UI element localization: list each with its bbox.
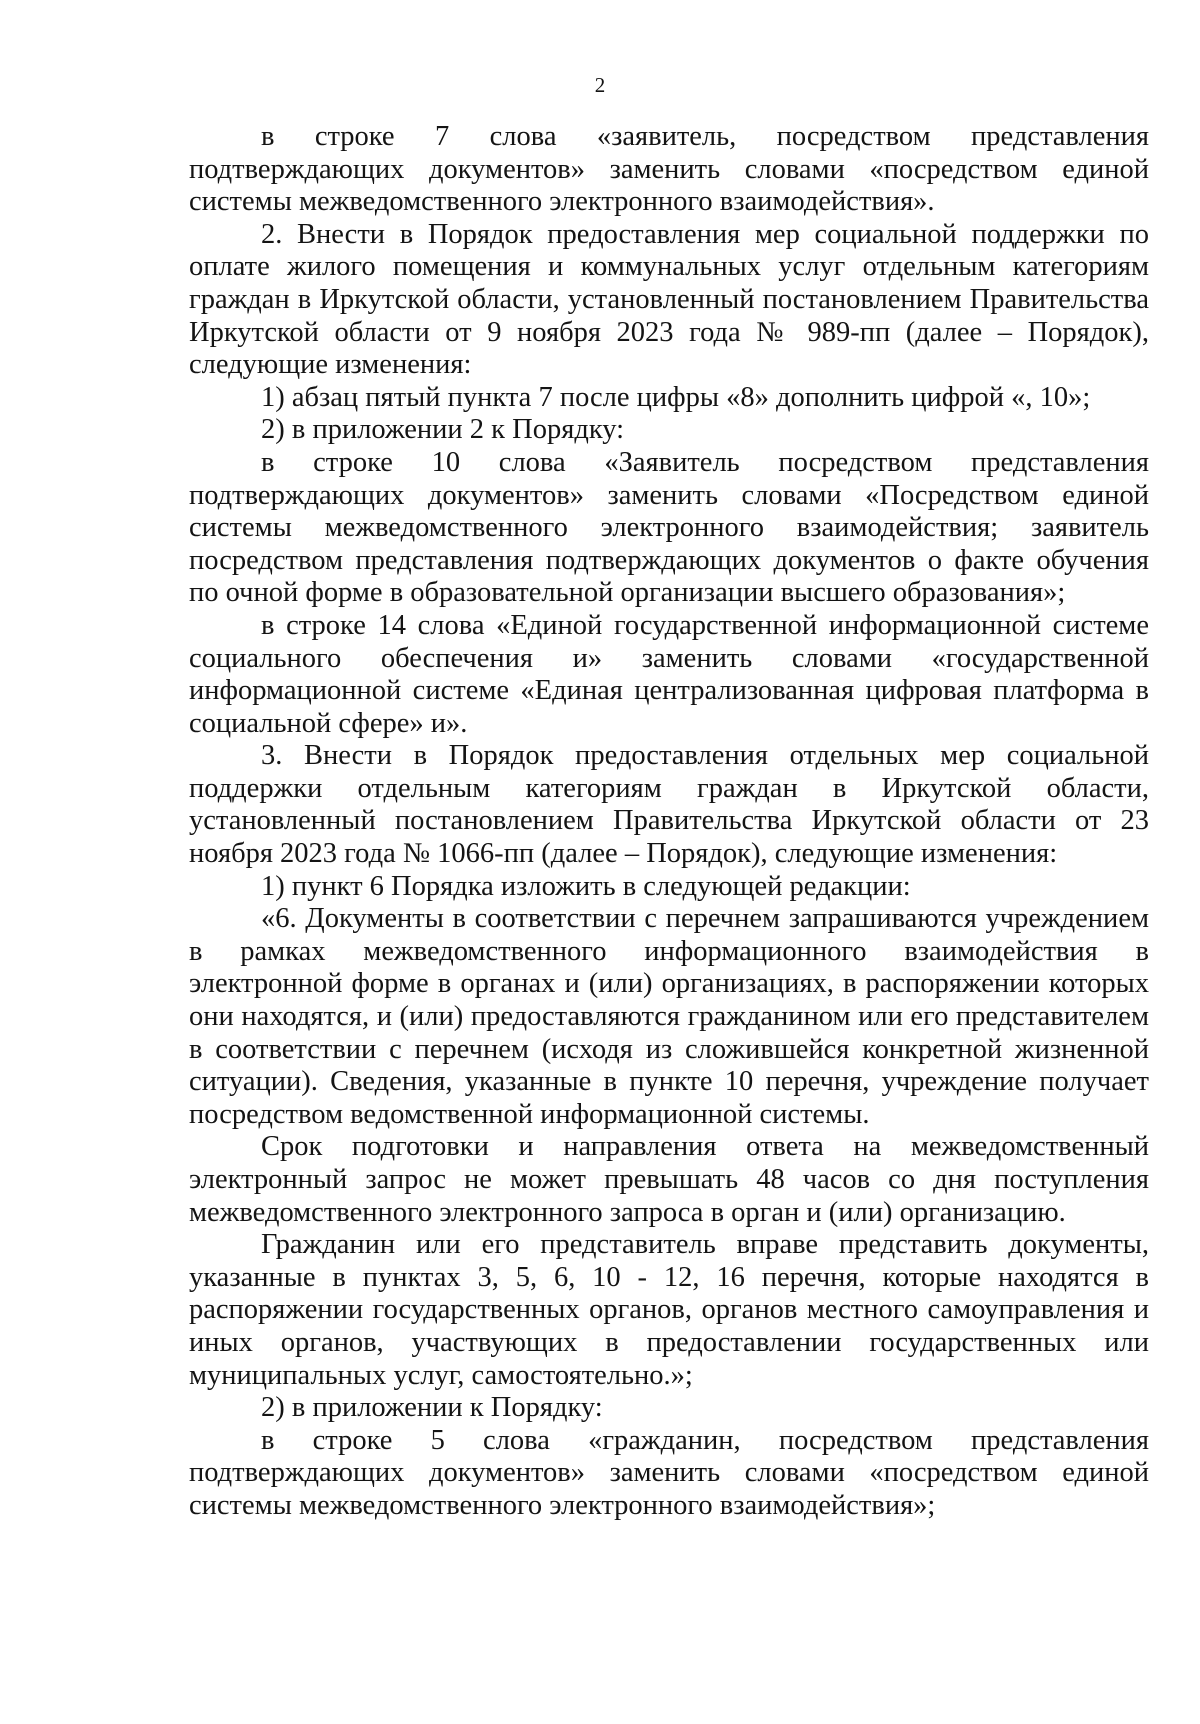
page-number: 2 — [594, 73, 606, 97]
paragraph: Срок подготовки и направления ответа на межведомственный электронный запрос не может превышать 48 часов со дня поступления межведомственного электронного запроса в орган и (или) организацию. — [189, 1131, 1149, 1228]
paragraph: Гражданин или его представитель вправе представить документы, указанные в пунктах 3, 5, 6, 10 - 12, 16 перечня, которые находятся в распоряжении государственных органов, органов местного самоуправления и иных органов, участвующих в предоставлении государственных или муниципальных услуг, самостоятельно.»; — [189, 1229, 1149, 1391]
paragraph: 2. Внести в Порядок предоставления мер социальной поддержки по оплате жилого помещения и коммунальных услуг отдельным категориям граждан в Иркутской области, установленный постановлением Правительства Иркутской области от 9 ноября 2023 года № 989-пп (далее – Порядок), следующие изменения: — [189, 218, 1149, 381]
paragraph: в строке 5 слова «гражданин, посредством представления подтверждающих документов» заменить словами «посредством единой системы межведомственного электронного взаимодействия»; — [189, 1424, 1149, 1521]
paragraph: 2) в приложении к Порядку: — [261, 1392, 603, 1424]
paragraph: 1) пункт 6 Порядка изложить в следующей редакции: — [261, 870, 911, 902]
paragraph: «6. Документы в соответствии с перечнем запрашиваются учреждением в рамках межведомственного информационного взаимодействия в электронной форме в органах и (или) организациях, в распоряжении которых они находятся, и (или) предоставляются гражданином или его представителем в соответствии с перечнем (исходя из сложившейся конкретной жизненной ситуации). Сведения, указанные в пункте 10 перечня, учреждение получает посредством ведомственной информационной системы. — [189, 903, 1149, 1130]
paragraph: в строке 7 слова «заявитель, посредством представления подтверждающих документов» заменить словами «посредством единой системы межведомственного электронного взаимодействия». — [189, 121, 1149, 218]
paragraph: в строке 10 слова «Заявитель посредством представления подтверждающих документов» заменить словами «Посредством единой системы межведомственного электронного взаимодействия; заявитель посредством представления подтверждающих документов о факте обучения по очной форме в образовательной организации высшего образования»; — [189, 446, 1149, 609]
document-body — [189, 121, 1149, 1523]
paragraph: в строке 14 слова «Единой государственной информационной системе социального обеспечения и» заменить словами «государственной информационной системе «Единая централизованная цифровая платформа в социальной сфере» и». — [189, 609, 1149, 739]
paragraph: 1) абзац пятый пункта 7 после цифры «8» дополнить цифрой «, 10»; — [261, 381, 1091, 413]
paragraph: 2) в приложении 2 к Порядку: — [261, 414, 625, 446]
paragraph: 3. Внести в Порядок предоставления отдельных мер социальной поддержки отдельным категориям граждан в Иркутской области, установленный постановлением Правительства Иркутской области от 23 ноября 2023 года № 1066-пп (далее – Порядок), следующие изменения: — [189, 740, 1149, 870]
